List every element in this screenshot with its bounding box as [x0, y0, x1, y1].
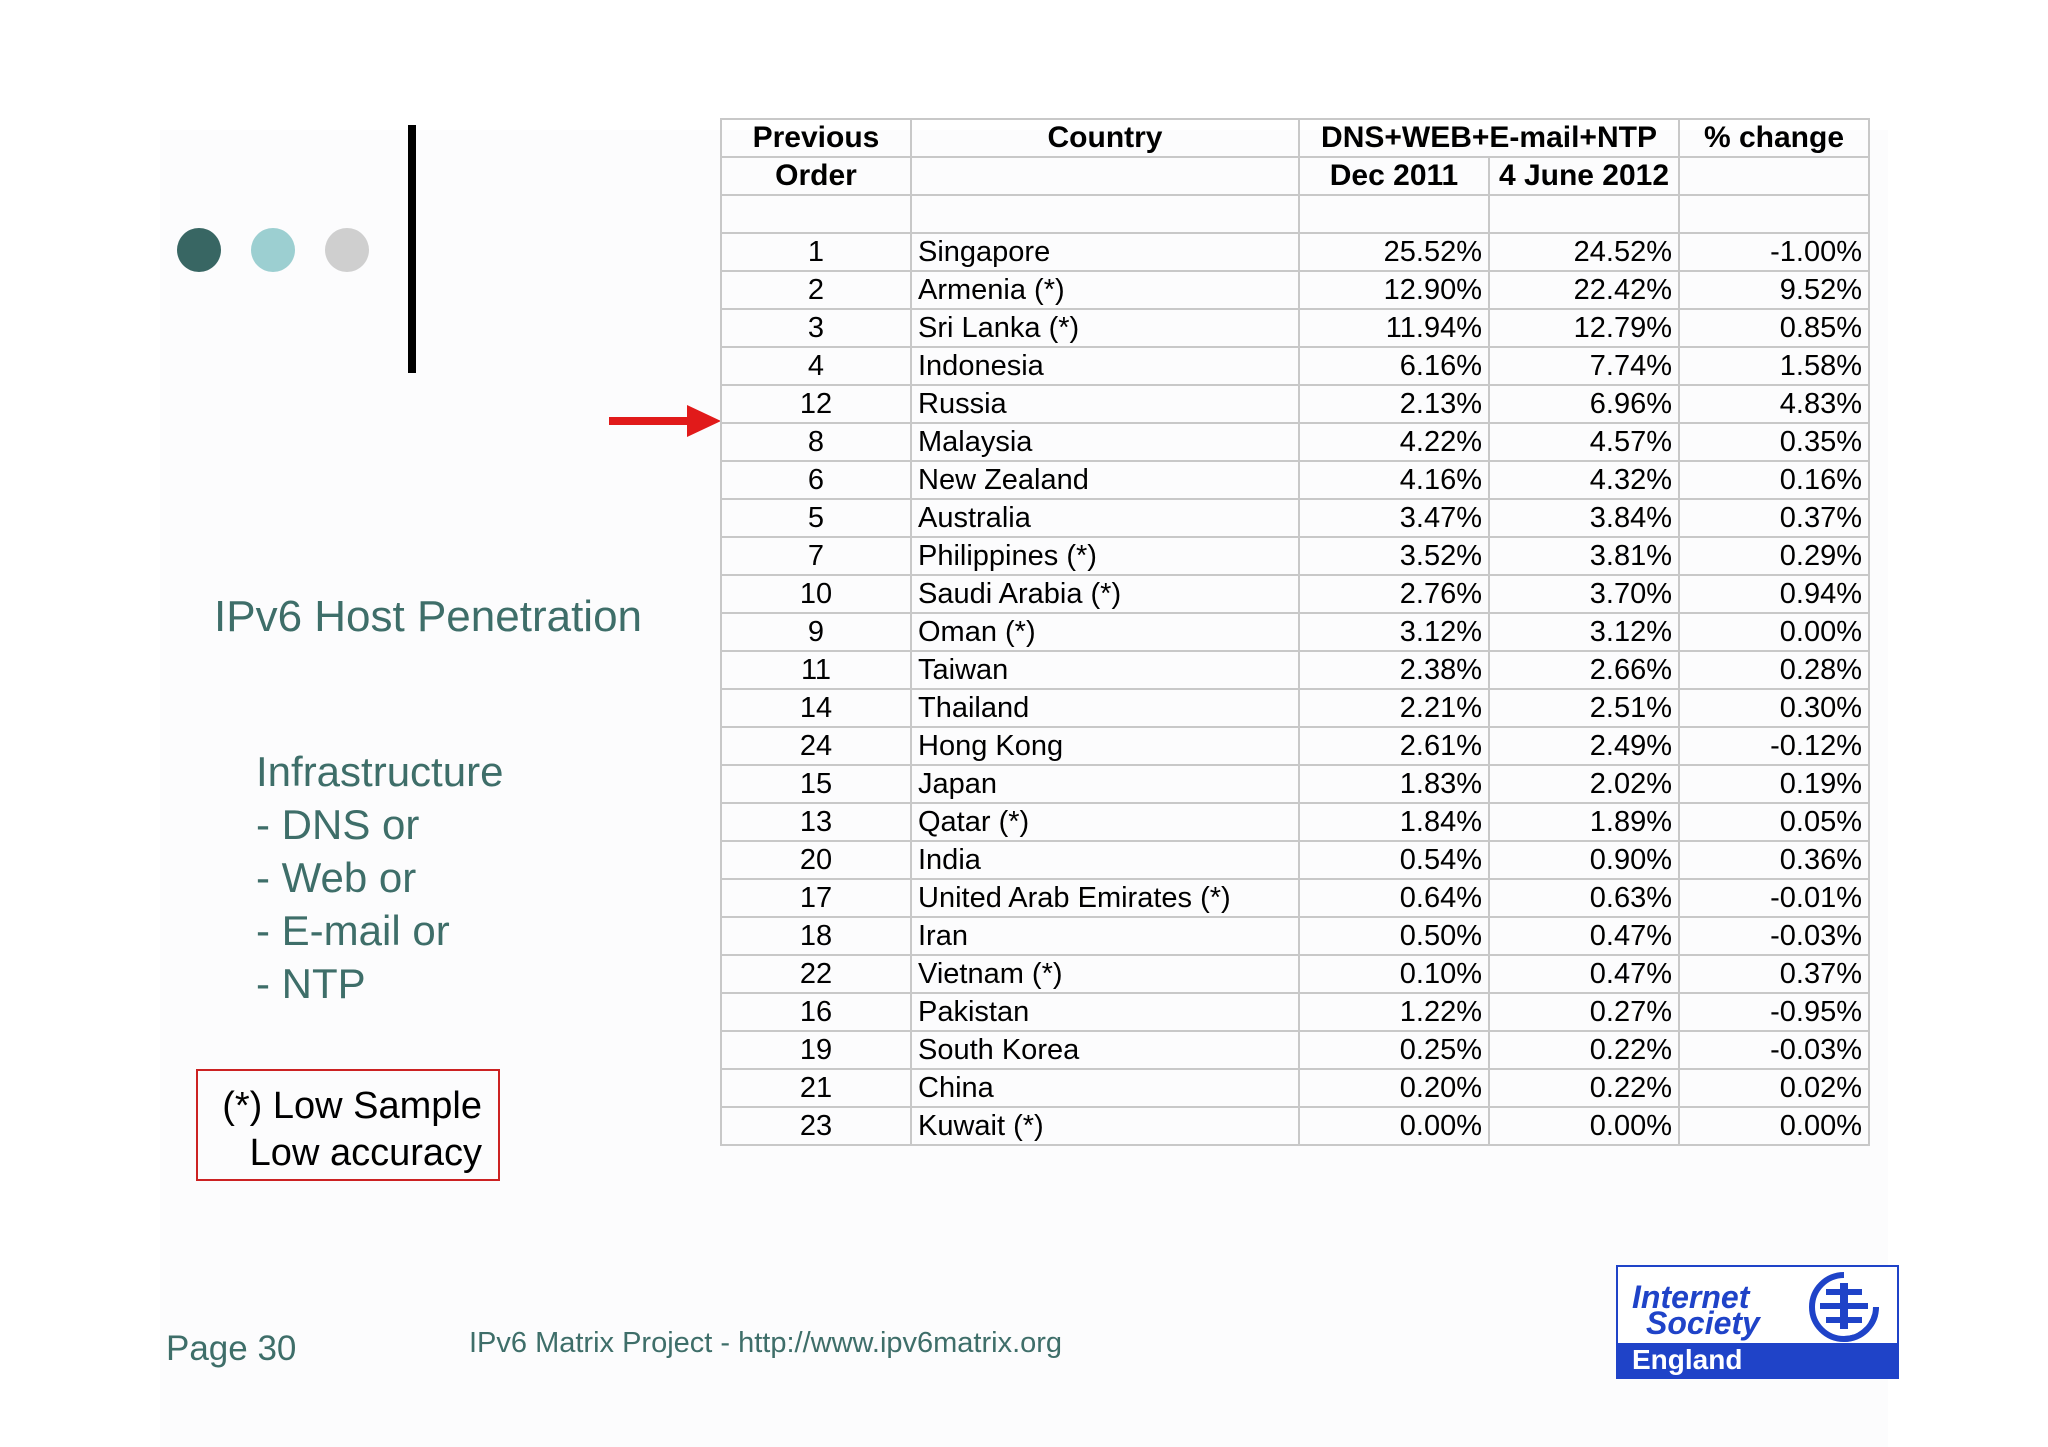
cell-dec-2011: 0.25%: [1299, 1031, 1489, 1069]
cell-june-2012: 2.51%: [1489, 689, 1679, 727]
cell-percent-change: 4.83%: [1679, 385, 1869, 423]
logo-text-england: England: [1632, 1344, 1743, 1375]
cell-dec-2011: 0.20%: [1299, 1069, 1489, 1107]
cell-country: Philippines (*): [911, 537, 1299, 575]
cell-previous-order: 5: [721, 499, 911, 537]
cell-country: Singapore: [911, 233, 1299, 271]
cell-previous-order: 4: [721, 347, 911, 385]
cell-previous-order: 20: [721, 841, 911, 879]
globe-icon: [1794, 1269, 1894, 1345]
header-dns-web-email-ntp: DNS+WEB+E-mail+NTP: [1299, 119, 1679, 157]
cell-dec-2011: 1.22%: [1299, 993, 1489, 1031]
cell-dec-2011: 1.84%: [1299, 803, 1489, 841]
cell-june-2012: 0.00%: [1489, 1107, 1679, 1145]
cell-country: Indonesia: [911, 347, 1299, 385]
cell-country: Iran: [911, 917, 1299, 955]
cell-percent-change: -0.95%: [1679, 993, 1869, 1031]
cell-country: Australia: [911, 499, 1299, 537]
cell-previous-order: 21: [721, 1069, 911, 1107]
cell-previous-order: 11: [721, 651, 911, 689]
cell-previous-order: 15: [721, 765, 911, 803]
cell-percent-change: 0.16%: [1679, 461, 1869, 499]
cell-percent-change: 1.58%: [1679, 347, 1869, 385]
cell-country: Sri Lanka (*): [911, 309, 1299, 347]
decor-dot-grey: [325, 228, 369, 272]
cell-previous-order: 16: [721, 993, 911, 1031]
cell-june-2012: 24.52%: [1489, 233, 1679, 271]
header-country: Country: [911, 119, 1299, 157]
table-header-row: [721, 119, 1869, 157]
cell-june-2012: 2.02%: [1489, 765, 1679, 803]
decor-vertical-bar: [408, 125, 416, 373]
ipv6-penetration-table: [720, 118, 1870, 1146]
header-june-2012: 4 June 2012: [1489, 157, 1679, 195]
cell-country: Qatar (*): [911, 803, 1299, 841]
cell-june-2012: 0.47%: [1489, 955, 1679, 993]
table-row: [721, 499, 1869, 537]
table-row: [721, 233, 1869, 271]
cell-percent-change: 0.36%: [1679, 841, 1869, 879]
cell-june-2012: 0.27%: [1489, 993, 1679, 1031]
cell-percent-change: 0.37%: [1679, 499, 1869, 537]
cell-country: Vietnam (*): [911, 955, 1299, 993]
cell-previous-order: 23: [721, 1107, 911, 1145]
cell-dec-2011: 0.00%: [1299, 1107, 1489, 1145]
table-row: [721, 689, 1869, 727]
header-order: Order: [721, 157, 911, 195]
cell-country: India: [911, 841, 1299, 879]
infrastructure-line: - Web or: [256, 854, 417, 901]
cell-dec-2011: 2.76%: [1299, 575, 1489, 613]
table-row: [721, 347, 1869, 385]
table-row: [721, 727, 1869, 765]
infrastructure-line: - E-mail or: [256, 907, 450, 954]
table-row: [721, 1107, 1869, 1145]
cell-country: Thailand: [911, 689, 1299, 727]
cell-previous-order: 18: [721, 917, 911, 955]
cell-previous-order: 7: [721, 537, 911, 575]
cell-dec-2011: 11.94%: [1299, 309, 1489, 347]
cell-previous-order: 1: [721, 233, 911, 271]
infrastructure-line: - NTP: [256, 960, 366, 1007]
cell-previous-order: 8: [721, 423, 911, 461]
cell-dec-2011: 0.54%: [1299, 841, 1489, 879]
spacer-cell: [721, 195, 911, 233]
cell-country: Taiwan: [911, 651, 1299, 689]
header-previous: Previous: [721, 119, 911, 157]
cell-june-2012: 22.42%: [1489, 271, 1679, 309]
cell-june-2012: 6.96%: [1489, 385, 1679, 423]
cell-june-2012: 0.47%: [1489, 917, 1679, 955]
note-line: Low accuracy: [249, 1132, 482, 1174]
table-row: [721, 423, 1869, 461]
cell-june-2012: 3.84%: [1489, 499, 1679, 537]
cell-country: South Korea: [911, 1031, 1299, 1069]
header-empty: [911, 157, 1299, 195]
cell-previous-order: 17: [721, 879, 911, 917]
cell-june-2012: 0.63%: [1489, 879, 1679, 917]
table-row: [721, 917, 1869, 955]
table-row: [721, 537, 1869, 575]
cell-june-2012: 3.81%: [1489, 537, 1679, 575]
cell-dec-2011: 4.16%: [1299, 461, 1489, 499]
table-row: [721, 879, 1869, 917]
cell-country: Japan: [911, 765, 1299, 803]
cell-june-2012: 4.32%: [1489, 461, 1679, 499]
internet-society-logo: [1616, 1265, 1899, 1379]
table-spacer-row: [721, 195, 1869, 233]
cell-percent-change: 0.00%: [1679, 1107, 1869, 1145]
cell-dec-2011: 4.22%: [1299, 423, 1489, 461]
cell-june-2012: 2.66%: [1489, 651, 1679, 689]
slide-title: IPv6 Host Penetration: [214, 592, 643, 641]
infrastructure-line: Infrastructure: [256, 748, 504, 795]
cell-june-2012: 0.22%: [1489, 1069, 1679, 1107]
cell-june-2012: 0.90%: [1489, 841, 1679, 879]
cell-percent-change: -0.03%: [1679, 917, 1869, 955]
cell-dec-2011: 0.64%: [1299, 879, 1489, 917]
infrastructure-line: - DNS or: [256, 801, 420, 848]
cell-previous-order: 12: [721, 385, 911, 423]
cell-june-2012: 4.57%: [1489, 423, 1679, 461]
cell-country: Malaysia: [911, 423, 1299, 461]
table-row: [721, 575, 1869, 613]
cell-dec-2011: 0.50%: [1299, 917, 1489, 955]
cell-country: United Arab Emirates (*): [911, 879, 1299, 917]
cell-country: Armenia (*): [911, 271, 1299, 309]
cell-percent-change: 0.00%: [1679, 613, 1869, 651]
cell-dec-2011: 12.90%: [1299, 271, 1489, 309]
cell-june-2012: 0.22%: [1489, 1031, 1679, 1069]
table-row: [721, 613, 1869, 651]
table-row: [721, 993, 1869, 1031]
table-row: [721, 841, 1869, 879]
cell-dec-2011: 2.13%: [1299, 385, 1489, 423]
cell-percent-change: 0.35%: [1679, 423, 1869, 461]
cell-country: New Zealand: [911, 461, 1299, 499]
decor-dot-dark: [177, 228, 221, 272]
cell-june-2012: 3.12%: [1489, 613, 1679, 651]
cell-percent-change: 0.94%: [1679, 575, 1869, 613]
header-dec-2011: Dec 2011: [1299, 157, 1489, 195]
cell-dec-2011: 0.10%: [1299, 955, 1489, 993]
cell-previous-order: 9: [721, 613, 911, 651]
cell-percent-change: -0.03%: [1679, 1031, 1869, 1069]
cell-dec-2011: 3.52%: [1299, 537, 1489, 575]
cell-previous-order: 13: [721, 803, 911, 841]
cell-percent-change: 0.29%: [1679, 537, 1869, 575]
table-row: [721, 1031, 1869, 1069]
spacer-cell: [911, 195, 1299, 233]
table-row: [721, 955, 1869, 993]
cell-dec-2011: 2.61%: [1299, 727, 1489, 765]
cell-percent-change: 0.05%: [1679, 803, 1869, 841]
header-empty: [1679, 157, 1869, 195]
cell-percent-change: 9.52%: [1679, 271, 1869, 309]
spacer-cell: [1679, 195, 1869, 233]
cell-dec-2011: 25.52%: [1299, 233, 1489, 271]
table-row: [721, 385, 1869, 423]
cell-dec-2011: 3.12%: [1299, 613, 1489, 651]
cell-previous-order: 6: [721, 461, 911, 499]
table-row: [721, 1069, 1869, 1107]
highlight-arrow-icon: [609, 405, 721, 437]
cell-june-2012: 3.70%: [1489, 575, 1679, 613]
table-row: [721, 803, 1869, 841]
cell-percent-change: -0.12%: [1679, 727, 1869, 765]
decor-dot-light: [251, 228, 295, 272]
logo-band: [1618, 1343, 1897, 1377]
note-line: (*) Low Sample: [222, 1085, 482, 1127]
cell-country: Oman (*): [911, 613, 1299, 651]
cell-percent-change: 0.19%: [1679, 765, 1869, 803]
cell-percent-change: -0.01%: [1679, 879, 1869, 917]
cell-country: Saudi Arabia (*): [911, 575, 1299, 613]
infrastructure-list: [256, 745, 503, 1010]
logo-text-internet: Internet: [1632, 1279, 1750, 1315]
cell-june-2012: 7.74%: [1489, 347, 1679, 385]
cell-dec-2011: 3.47%: [1299, 499, 1489, 537]
table-row: [721, 309, 1869, 347]
table-row: [721, 461, 1869, 499]
header-percent-change: % change: [1679, 119, 1869, 157]
cell-previous-order: 14: [721, 689, 911, 727]
cell-june-2012: 2.49%: [1489, 727, 1679, 765]
table-body: [721, 233, 1869, 1145]
cell-dec-2011: 2.38%: [1299, 651, 1489, 689]
table-row: [721, 765, 1869, 803]
cell-country: Hong Kong: [911, 727, 1299, 765]
cell-percent-change: -1.00%: [1679, 233, 1869, 271]
table-row: [721, 271, 1869, 309]
cell-percent-change: 0.02%: [1679, 1069, 1869, 1107]
table-header-row: [721, 157, 1869, 195]
spacer-cell: [1489, 195, 1679, 233]
cell-percent-change: 0.37%: [1679, 955, 1869, 993]
cell-previous-order: 22: [721, 955, 911, 993]
cell-previous-order: 3: [721, 309, 911, 347]
table-row: [721, 651, 1869, 689]
cell-previous-order: 2: [721, 271, 911, 309]
cell-previous-order: 10: [721, 575, 911, 613]
low-sample-note: [196, 1069, 500, 1181]
cell-june-2012: 1.89%: [1489, 803, 1679, 841]
cell-dec-2011: 6.16%: [1299, 347, 1489, 385]
page-number: Page 30: [166, 1329, 297, 1368]
cell-percent-change: 0.85%: [1679, 309, 1869, 347]
cell-percent-change: 0.28%: [1679, 651, 1869, 689]
cell-percent-change: 0.30%: [1679, 689, 1869, 727]
cell-country: Pakistan: [911, 993, 1299, 1031]
cell-june-2012: 12.79%: [1489, 309, 1679, 347]
cell-dec-2011: 1.83%: [1299, 765, 1489, 803]
cell-dec-2011: 2.21%: [1299, 689, 1489, 727]
cell-previous-order: 19: [721, 1031, 911, 1069]
cell-country: Russia: [911, 385, 1299, 423]
cell-previous-order: 24: [721, 727, 911, 765]
logo-text-society: Society: [1646, 1305, 1760, 1341]
cell-country: China: [911, 1069, 1299, 1107]
cell-country: Kuwait (*): [911, 1107, 1299, 1145]
footer-text: IPv6 Matrix Project - http://www.ipv6matrix.org: [469, 1327, 1063, 1359]
spacer-cell: [1299, 195, 1489, 233]
